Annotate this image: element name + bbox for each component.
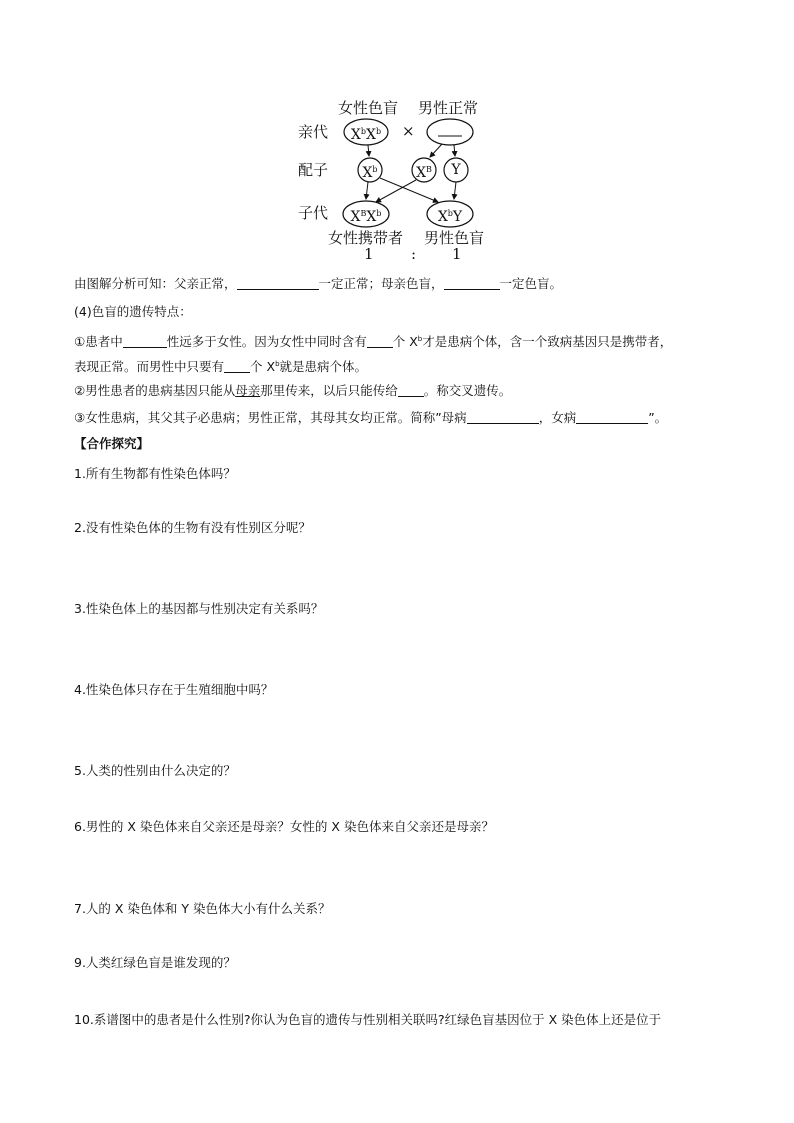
ratio-left: 1 [364, 245, 374, 263]
question-7: 7.人的 X 染色体和 Y 染色体大小有什么关系？ [74, 901, 331, 916]
ratio-right: 1 [452, 245, 462, 263]
row-label-parents: 亲代 [298, 123, 329, 141]
answer-blank-male-count[interactable] [224, 360, 250, 373]
question-9: 9.人类红绿色盲是谁发现的？ [74, 955, 236, 970]
question-10: 10.系谱图中的患者是什么性别?你认为色盲的遗传与性别相关联吗?红绿色盲基因位于 X 染色体上还是位于 [74, 1012, 662, 1027]
header-male-normal: 男性正常 [418, 99, 479, 117]
feature-item-1: ①患者中 性远多于女性。因为女性中同时含有 个 $X^b$才是患病个体，含一个致病基因只是携带者， [74, 334, 673, 349]
answer-blank-mother-colorblind[interactable] [444, 277, 500, 290]
question-3: 3.性染色体上的基因都与性别决定有关系吗？ [74, 601, 324, 616]
question-1: 1.所有生物都有性染色体吗？ [74, 466, 236, 481]
arrow-mother-gamete [368, 145, 369, 156]
question-4: 4.性染色体只存在于生殖细胞中吗？ [74, 682, 274, 697]
offspring-female-carrier-label: 女性携带者 [328, 229, 404, 247]
answer-blank-mother-ill[interactable] [467, 411, 539, 424]
row-label-offspring: 子代 [298, 204, 329, 222]
father-genotype-ellipse [427, 119, 473, 145]
mother-gamete: $X^b$ [362, 165, 378, 181]
answer-blank-female-count[interactable] [367, 335, 393, 348]
header-female-colorblind: 女性色盲 [338, 99, 399, 117]
row-label-gametes: 配子 [298, 161, 329, 179]
arrow-father-gamete-y [454, 145, 455, 156]
feature-item-1-cont: 表现正常。而男性中只要有 个 $X^b$就是患病个体。 [74, 359, 368, 374]
answer-blank-female-ill[interactable] [576, 411, 648, 424]
offspring-male-colorblind-label: 男性色盲 [424, 229, 485, 247]
father-gamete-x: $X^B$ [416, 165, 432, 181]
arrow-father-y-to-son [454, 182, 456, 199]
question-2: 2.没有性染色体的生物有没有性别区分呢？ [74, 520, 311, 535]
answer-blank-pass-to[interactable] [398, 384, 424, 397]
son-genotype: $X^bY$ [437, 209, 463, 225]
ratio-colon: : [411, 245, 417, 263]
father-gamete-y: Y [451, 162, 461, 178]
answer-blank-sex[interactable] [123, 335, 167, 348]
question-6: 6.男性的 X 染色体来自父亲还是母亲？女性的 X 染色体来自父亲还是母亲？ [74, 819, 494, 834]
arrow-father-x-to-daughter [376, 180, 416, 202]
features-heading: (4)色盲的遗传特点： [74, 304, 192, 319]
question-5: 5.人类的性别由什么决定的？ [74, 763, 236, 778]
answer-blank-father-normal[interactable] [237, 277, 319, 290]
arrow-gamete-to-daughter [366, 182, 368, 199]
arrow-father-gamete-x [430, 144, 442, 157]
feature-item-3: ③女性患病，其父其子必患病；男性正常，其母其女均正常。简称”母病 ，女病 ”。 [74, 410, 668, 425]
arrow-gamete-to-son [380, 178, 438, 202]
daughter-genotype: $X^BX^b$ [350, 209, 382, 225]
mother-genotype: $X^bX^b$ [350, 127, 382, 143]
explore-heading: 【合作探究】 [74, 436, 150, 451]
colorblind-cross-diagram [290, 96, 510, 262]
analysis-line: 由图解分析可知：父亲正常， 一定正常；母亲色盲， 一定色盲。 [74, 276, 563, 291]
feature-item-2: ②男性患者的患病基因只能从母亲那里传来，以后只能传给 。称交叉遗传。 [74, 383, 512, 398]
cross-symbol: × [402, 122, 415, 140]
